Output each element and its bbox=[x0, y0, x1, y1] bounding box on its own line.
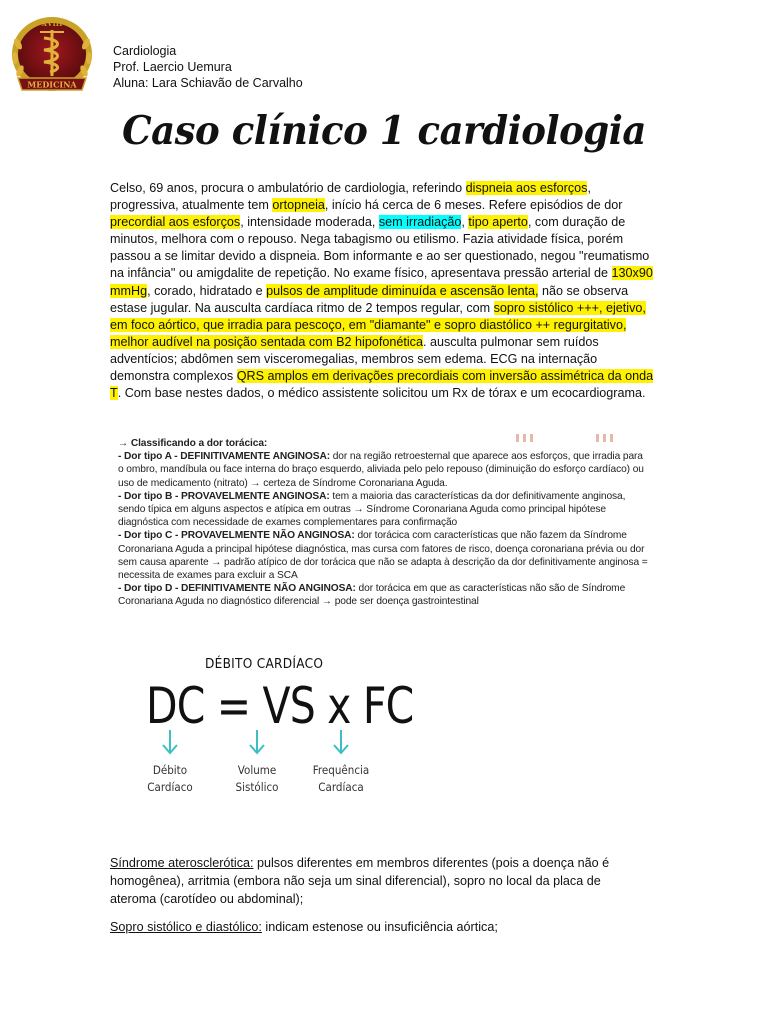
document-header bbox=[113, 43, 303, 91]
classification-description: dor torácica em que as características não são de Síndrome Coronariana Aguda no diagnóstico diferencial → pode ser doença gastrointestinal bbox=[118, 583, 626, 608]
classification-type: - Dor tipo C - PROVAVELMENTE NÃO ANGINOSA: bbox=[118, 530, 355, 542]
classification-type: - Dor tipo A - DEFINITIVAMENTE ANGINOSA: bbox=[118, 451, 330, 463]
medicine-crest-logo bbox=[4, 14, 100, 98]
classification-item bbox=[118, 490, 650, 530]
highlighted-finding: ortopneia bbox=[272, 198, 325, 213]
case-text: , corado, hidratado e bbox=[147, 283, 267, 298]
note-murmur bbox=[110, 918, 650, 936]
document-title: Caso clínico 1 cardiologia bbox=[122, 108, 646, 154]
highlighted-finding: precordial aos esforços bbox=[110, 215, 241, 230]
professor-line: Prof. Laercio Uemura bbox=[113, 60, 232, 74]
down-arrow-icon bbox=[159, 728, 181, 758]
case-text: , com duração de minutos, melhora com o repouso. Nega tabagismo ou etilismo. Fazia atividade física, porém passou a se limitar devido a dispneia. Bom informante e ao ser questionado, negou "reumatismo na infância" ou amigdalite de repetição. No exame físico, apresentava pressão arterial de bbox=[110, 215, 650, 281]
subject-line: Cardiologia bbox=[113, 44, 177, 58]
classification-item bbox=[118, 582, 650, 608]
chest-pain-classification bbox=[118, 437, 650, 609]
case-text: , progressiva, atualmente tem bbox=[110, 181, 591, 213]
formula-label-line: Cardíaca bbox=[318, 780, 364, 794]
classification-item bbox=[118, 529, 650, 582]
logo-top-text: XVIII bbox=[41, 19, 63, 28]
case-text: , intensidade moderada, bbox=[240, 215, 379, 230]
case-text: . Com base nestes dados, o médico assistente solicitou um Rx de tórax e um ecocardiograma. bbox=[117, 386, 646, 401]
note-text: pulsos diferentes em membros diferentes (pois a doença não é homogênea), arritmia (embora não seja um sinal diferencial), sopro no local da placa de ateroma (carotídeo ou abdominal); bbox=[110, 856, 610, 907]
case-paragraph bbox=[110, 180, 658, 402]
highlighted-finding: QRS amplos em derivações precordiais com inversão assimétrica da onda T bbox=[110, 369, 654, 401]
case-text: . ausculta pulmonar sem ruídos adventícios; abdômen sem visceromegalias, membros sem edema. ECG na internação demonstra complexos bbox=[110, 334, 599, 384]
classification-heading: → Classificando a dor torácica: bbox=[118, 438, 268, 449]
case-text: Celso, 69 anos, procura o ambulatório de cardiologia, referindo bbox=[110, 181, 466, 195]
case-text: não se observa estase jugular. Na ausculta cardíaca ritmo de 2 tempos regular, com bbox=[110, 283, 629, 315]
classification-type: - Dor tipo B - PROVAVELMENTE ANGINOSA: bbox=[118, 490, 330, 502]
formula-label-line: Débito bbox=[152, 763, 188, 777]
classification-type: - Dor tipo D - DEFINITIVAMENTE NÃO ANGINOSA: bbox=[118, 583, 356, 595]
highlighted-finding: tipo aperto bbox=[468, 215, 528, 230]
classification-item bbox=[118, 450, 650, 490]
logo-banner-text: MEDICINA bbox=[27, 79, 77, 90]
classification-list bbox=[118, 450, 650, 608]
classification-description: dor na região retroesternal que aparece aos esforços, que irradia para o ombro, mandíbula ou face interna do braço esquerdo, aliviada pelo pelo repouso (diminuição do esforço cardíaco) ou uso de medicamento (nitrato) → certeza de Síndrome Coronariana Aguda. bbox=[118, 451, 644, 489]
cardiac-output-title: DÉBITO CARDÍACO bbox=[205, 656, 324, 672]
formula-label bbox=[130, 762, 211, 796]
highlighted-finding: pulsos de amplitude diminuída e ascensão lenta, bbox=[266, 283, 539, 298]
formula-label-line: Cardíaco bbox=[147, 780, 193, 794]
formula-label-line: Volume bbox=[237, 763, 277, 777]
classification-description: tem a maioria das características da dor definitivamente anginosa, sendo típica em alguns aspectos e atípica em outras → Síndrome Coronariana Aguda como principal hipótese diagnóstica com necessidade de exames complementares para confirmação bbox=[118, 490, 626, 529]
cardiac-output-formula: DC = VS x FC bbox=[146, 677, 414, 735]
formula-label bbox=[217, 762, 298, 796]
highlighted-finding: dispneia aos esforços bbox=[465, 181, 588, 195]
formula-label-line: Frequência bbox=[312, 763, 370, 777]
highlighted-finding: 130x90 mmHg bbox=[110, 266, 653, 298]
note-text: indicam estenose ou insuficiência aórtica; bbox=[261, 920, 498, 934]
highlighted-finding: sem irradiação bbox=[378, 215, 462, 230]
highlighted-finding: sopro sistólico +++, ejetivo, em foco aórtico, que irradia para pescoço, em "diamante" e sopro diastólico ++ regurgitativo, melhor audível na posição sentada com B2 hipofonética bbox=[110, 300, 646, 349]
down-arrow-icon bbox=[246, 728, 268, 758]
note-atherosclerotic bbox=[110, 854, 650, 909]
case-text: , bbox=[461, 215, 469, 230]
student-line: Aluna: Lara Schiavão de Carvalho bbox=[113, 76, 303, 90]
classification-description: dor torácica com características que não fazem da Síndrome Coronariana Aguda a principal hipótese diagnóstica, mas cursa com fatores de risco, doença coronariana prévia ou dor sem causa aparente → padrão atípico de dor torácica que não se adapta à descrição da dor definitivamente anginosa = necessita de exames para excluir a SCA bbox=[118, 530, 648, 582]
formula-label bbox=[301, 762, 382, 796]
note-label: Sopro sistólico e diastólico: bbox=[110, 920, 262, 934]
formula-label-line: Sistólico bbox=[235, 780, 279, 794]
note-label: Síndrome aterosclerótica: bbox=[110, 856, 254, 870]
case-text: , início há cerca de 6 meses. Refere episódios de dor bbox=[324, 198, 623, 213]
down-arrow-icon bbox=[330, 728, 352, 758]
